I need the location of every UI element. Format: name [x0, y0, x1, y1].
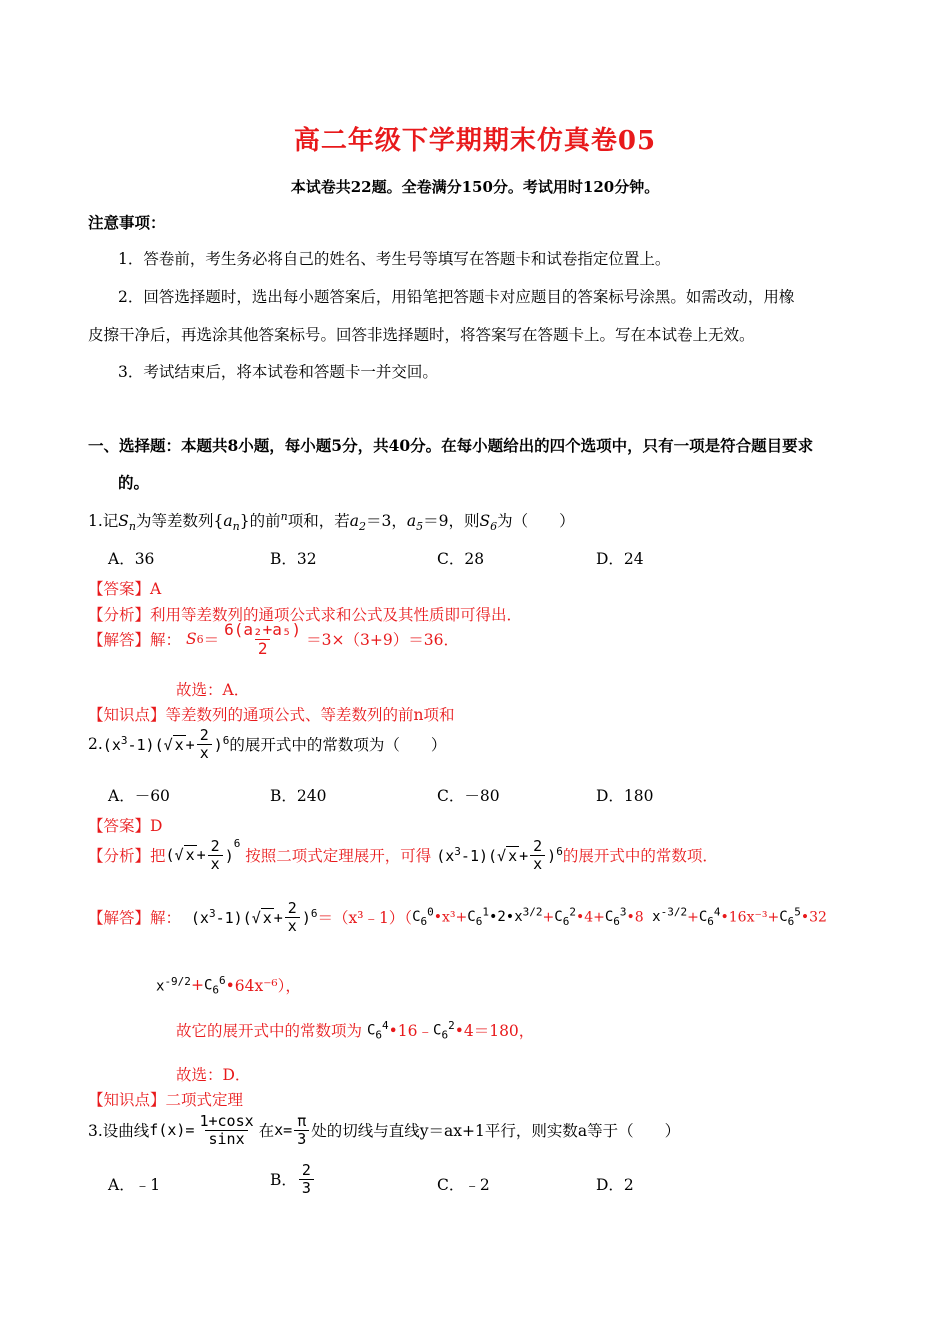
q1-analysis: 【分析】利用等差数列的通项公式求和公式及其性质即可得出． — [88, 606, 523, 624]
q2-option-d: D．180 — [596, 787, 654, 805]
question-2-stem: 2. $(x^3-1)(√$ x + $\frac{2}{x}$ )$^6$ 的展开式中的常数项为（ ） — [88, 726, 447, 762]
notice-item-3: 3．考试结束后，将本试卷和答题卡一并交回。 — [118, 363, 438, 381]
q1-answer: 【答案】A — [88, 580, 162, 598]
q3-option-d: D．2 — [596, 1176, 634, 1194]
q1-option-c: C．28 — [437, 550, 485, 568]
q2-option-a: A．－60 — [108, 787, 170, 805]
question-1-stem: 1.记$S_n$为等差数列$\{a_n\}$的前$^n$项和，若$a_2=3$，$a_5=9$，则$S_6$为（ ） — [88, 509, 575, 534]
q1-solution: 【解答】 解： S 6 ＝ $\frac{\text{6(a₂+a₅)}}{2}$ ＝3×（3+9）＝36． — [88, 620, 459, 658]
q3-option-a: A．﹣1 — [108, 1176, 161, 1194]
question-3-stem: 3.设曲线 f(x)= $\frac{1+\cos x}{\sin x}$ 在 x= $\frac{\pi}{3}$ 处的切线与直线y＝ax+1平行，则实数a等于（ ） — [88, 1112, 681, 1148]
q2-answer: 【答案】D — [88, 817, 163, 835]
section-heading-line-1: 一、选择题：本题共8小题，每小题5分，共40分。在每小题给出的四个选项中，只有一项是符合题目要求 — [88, 436, 814, 455]
q3-option-b: B． $\frac{2}{3}$ — [270, 1162, 316, 1196]
notice-item-2-line-1: 2．回答选择题时，选出每小题答案后，用铅笔把答题卡对应题目的答案标号涂黑。如需改动，用橡 — [118, 288, 795, 306]
q1-choice: 故选：A． — [176, 681, 250, 699]
notice-item-2-line-2: 皮擦干净后，再选涂其他答案标号。回答非选择题时，将答案写在答题卡上。写在本试卷上无效。 — [88, 326, 755, 344]
q2-constant-term: 故它的展开式中的常数项为 $C_6^4$ •16﹣ $C_6^2$ •4＝180， — [176, 1019, 535, 1042]
q2-knowledge: 【知识点】二项式定理 — [88, 1091, 244, 1109]
q2-choice: 故选：D． — [176, 1066, 251, 1084]
exam-info: 本试卷共22题。全卷满分150分。考试用时120分钟。 — [290, 178, 660, 196]
page-title: 高二年级下学期期末仿真卷05 — [293, 126, 657, 156]
q2-analysis: 【分析】 把 (√ x + $\frac{2}{x}$ )$^6$ 按照二项式定理展开，可得 $(x^3-1)(√$ x + $\frac{2}{x}$ )$^6$ 的展开式中的常数项． — [88, 837, 718, 873]
q1-option-a: A．36 — [108, 550, 155, 568]
notice-heading: 注意事项： — [88, 213, 166, 232]
q2-solution-line-1: 【解答】 解： $(x^3-1)(√$ x + $\frac{2}{x}$ )$^6$ ＝（x³﹣1）（ $C_6^0•x^3+C_6^1•2•x^{3/2}+C_6^2•4+C_6^3•8$ $x^{-3/2}+C_6^4•16x^{-3}+C_6^5•32$ — [88, 899, 827, 935]
notice-item-1: 1．答卷前，考生务必将自己的姓名、考生号等填写在答题卡和试卷指定位置上。 — [118, 250, 671, 268]
q2-solution-line-2: $x^{-9/2}$ + $C_6^6$ •64x⁻⁶）， — [156, 974, 301, 997]
q1-knowledge: 【知识点】等差数列的通项公式、等差数列的前n项和 — [88, 706, 455, 724]
q1-option-b: B．32 — [270, 550, 317, 568]
section-heading-line-2: 的。 — [118, 473, 150, 492]
q2-option-c: C．－80 — [437, 787, 500, 805]
q3-option-c: C．﹣2 — [437, 1176, 490, 1194]
q2-option-b: B．240 — [270, 787, 327, 805]
q1-option-d: D．24 — [596, 550, 644, 568]
